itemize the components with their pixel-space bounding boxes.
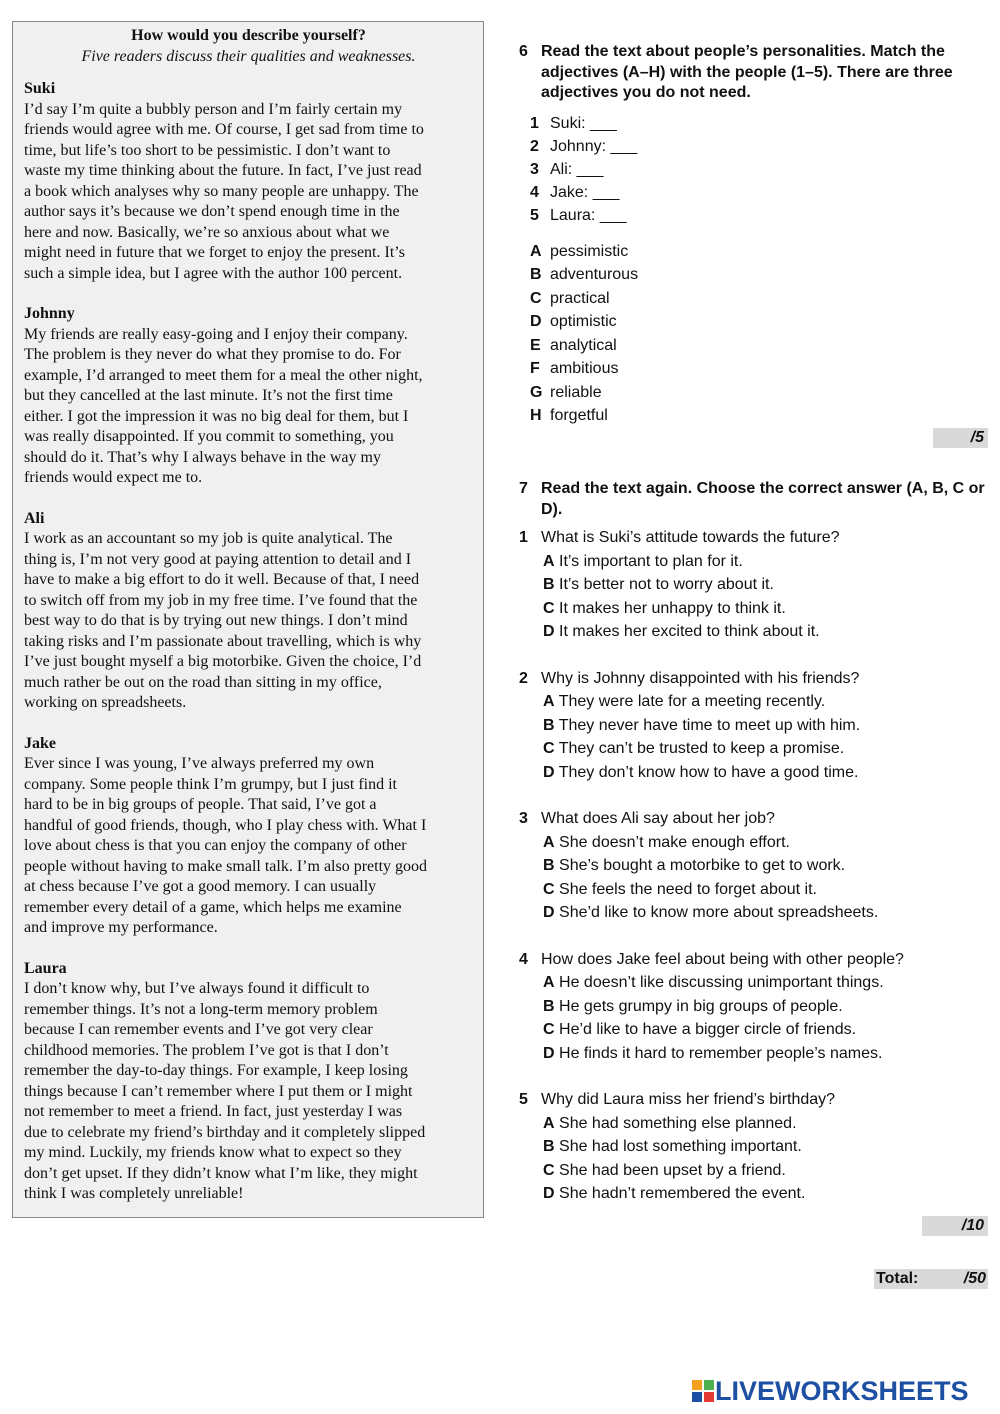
person-item <box>530 158 989 181</box>
answer-option[interactable] <box>543 901 989 925</box>
question-row <box>519 1088 989 1112</box>
option-text: She’d like to know more about spreadsheets. <box>559 904 879 921</box>
question-block <box>519 807 989 925</box>
exercise-6-score: /5 <box>933 428 988 448</box>
answer-option[interactable] <box>543 878 989 902</box>
option-letter: A <box>543 552 555 570</box>
answer-options <box>543 831 989 925</box>
answer-option[interactable] <box>543 995 989 1019</box>
question-text: How does Jake feel about being with other people? <box>541 950 904 968</box>
adjective-letter: C <box>530 289 542 307</box>
question-number: 4 <box>519 950 528 968</box>
option-text: He finds it hard to remember people’s names. <box>559 1044 883 1062</box>
option-letter: A <box>543 1114 555 1132</box>
reading-sections <box>24 79 473 1205</box>
adjective-letter: E <box>530 336 541 354</box>
option-text: She had lost something important. <box>559 1138 802 1155</box>
answer-option[interactable] <box>543 737 989 761</box>
adjective-letter: A <box>530 242 542 260</box>
question-text: What does Ali say about her job? <box>541 810 775 827</box>
answer-options <box>543 971 989 1065</box>
answer-option[interactable] <box>543 1042 989 1066</box>
reader-text-line: The problem is they never do what they promise to do. For <box>24 346 401 363</box>
answer-option[interactable] <box>543 831 989 855</box>
reader-text-line: might need in future that we forget to enjoy the present. It’s <box>24 244 405 261</box>
adjective-letter: B <box>530 266 542 284</box>
question-block <box>519 948 989 1066</box>
option-text: She had something else planned. <box>559 1114 797 1132</box>
reader-text-line: childhood memories. The problem I’ve got is that I don’t <box>24 1041 389 1059</box>
question-number: 5 <box>519 1091 528 1108</box>
question-number: 2 <box>519 669 528 687</box>
person-label[interactable]: Jake: ___ <box>550 184 620 202</box>
reader-text-line: have to make a big effort to do it well. Because of that, I need <box>24 571 420 588</box>
reader-text-line: taking risks and I’m passionate about travelling, which is why <box>24 632 422 650</box>
reader-text-line: remember things. It’s not a long-term memory problem <box>24 1000 378 1018</box>
adjective-text: analytical <box>550 336 617 354</box>
reader-text-line: waste my time thinking about the future. In fact, I’ve just read <box>24 162 422 179</box>
reader-text-line: time, but life’s too short to be pessimistic. I don’t want to <box>24 141 391 159</box>
question-number: 3 <box>519 810 528 827</box>
reader-text-line: such a simple idea, but I agree with the author 100 percent. <box>24 264 403 282</box>
reading-title: How would you describe yourself? <box>131 27 366 44</box>
question-block <box>519 526 989 644</box>
exercise-7 <box>519 479 989 1229</box>
person-number: 1 <box>530 114 539 132</box>
option-text: They don’t know how to have a good time. <box>558 763 859 781</box>
adjective-text: pessimistic <box>550 242 629 260</box>
adjective-item <box>530 263 989 287</box>
option-text: He doesn’t like discussing unimportant things. <box>559 974 884 991</box>
reader-text-line: should do it. That’s why I always behave in the way my <box>24 448 381 466</box>
question-row <box>519 667 989 691</box>
reader-text-line: Ever since I was young, I’ve always preferred my own <box>24 755 375 772</box>
question-row <box>519 807 989 831</box>
reader-name: Johnny <box>24 305 75 322</box>
option-letter: D <box>543 1044 555 1062</box>
option-letter: A <box>543 693 555 710</box>
answer-option[interactable] <box>543 597 989 621</box>
reader-text-line: was really disappointed. If you commit to something, you <box>24 428 394 445</box>
option-letter: B <box>543 997 555 1015</box>
option-text: They were late for a meeting recently. <box>558 693 826 710</box>
person-label[interactable]: Johnny: ___ <box>550 137 638 155</box>
reader-text-line: handful of good friends, though, who I play chess with. What I <box>24 816 427 834</box>
question-text: What is Suki’s attitude towards the future? <box>541 529 840 546</box>
reader-text-line: best way to do that is by trying out new things. I don’t mind <box>24 612 408 629</box>
question-number: 1 <box>519 529 528 546</box>
option-letter: A <box>543 833 555 851</box>
exercise-7-number: 7 <box>519 480 528 497</box>
reader-text-line: a book which analyses why so many people are unhappy. The <box>24 182 419 200</box>
total-score <box>874 1269 988 1289</box>
person-item <box>530 112 989 135</box>
reader-text-line: because I can remember events and I’ve got very clear <box>24 1021 373 1038</box>
person-label[interactable]: Suki: ___ <box>550 114 617 132</box>
reading-text-panel <box>12 21 484 1218</box>
adjective-text: optimistic <box>550 313 617 331</box>
option-letter: B <box>543 857 555 874</box>
option-text: She feels the need to forget about it. <box>559 880 817 898</box>
reader-text-line: company. Some people think I’m grumpy, but I just find it <box>24 775 397 793</box>
exercise-7-text: Read the text again. Choose the correct answer (A, B, C or D). <box>541 480 985 518</box>
answer-option[interactable] <box>543 1182 989 1206</box>
answer-option[interactable] <box>543 620 989 644</box>
answer-option[interactable] <box>543 971 989 995</box>
option-text: She hadn’t remembered the event. <box>559 1185 806 1202</box>
reader-text-line: author says it’s because we don’t spend enough time in the <box>24 203 400 220</box>
option-letter: D <box>543 904 555 921</box>
reader-text-line: friends would agree with me. Of course, I get sad from time to <box>24 121 424 138</box>
reader-text-line: things because I can’t remember where I put them or I might <box>24 1082 413 1100</box>
reader-text-line: working on spreadsheets. <box>24 694 187 711</box>
reader-text-line: but they cancelled at the last minute. It’s not the first time <box>24 387 393 404</box>
option-letter: C <box>543 1021 555 1038</box>
reader-text-line: either. I got the impression it was no big deal for them, but I <box>24 407 409 425</box>
adjective-text: forgetful <box>550 407 608 425</box>
reader-text-line: hard to be in big groups of people. That said, I’ve got a <box>24 796 377 813</box>
person-label[interactable]: Laura: ___ <box>550 207 627 225</box>
reader-text-line: much rather be out on the road than sitting in my office, <box>24 673 382 691</box>
person-item <box>530 204 989 227</box>
reader-text-line: not remember to meet a friend. In fact, just yesterday I was <box>24 1103 403 1120</box>
adjective-text: practical <box>550 289 610 307</box>
logo-text: LIVEWORKSHEETS <box>715 1375 969 1406</box>
adjective-item <box>530 334 989 358</box>
reader-text-line: I work as an accountant so my job is quite analytical. The <box>24 530 393 547</box>
answer-options <box>543 1112 989 1206</box>
option-text: It’s better not to worry about it. <box>559 576 774 593</box>
reader-name: Jake <box>24 734 56 752</box>
reading-subtitle: Five readers discuss their qualities and weaknesses. <box>81 47 416 65</box>
answer-option[interactable] <box>543 690 989 714</box>
reader-text-line: love about chess is that you can enjoy the company of other <box>24 837 407 854</box>
option-letter: C <box>543 880 555 898</box>
total-label: Total: <box>876 1270 919 1287</box>
answer-option[interactable] <box>543 1112 989 1136</box>
option-text: He gets grumpy in big groups of people. <box>559 997 843 1015</box>
person-number: 2 <box>530 137 539 155</box>
people-list <box>530 112 989 228</box>
reader-text-line: I don’t know why, but I’ve always found it difficult to <box>24 980 370 997</box>
question-block <box>519 1088 989 1206</box>
adjective-item <box>530 240 989 264</box>
option-letter: D <box>543 623 555 640</box>
reader-text-line: at chess because I’ve got a good memory. I can usually <box>24 878 377 895</box>
adjective-text: adventurous <box>550 266 639 284</box>
option-text: She’s bought a motorbike to get to work. <box>559 857 846 874</box>
reader-text-line: to switch off from my job in my free time. I’ve found that the <box>24 591 418 609</box>
exercise-6-text: Read the text about people’s personalities. Match the adjectives (A–H) with the people (1–5). There are three adjectives you do not need. <box>541 43 953 101</box>
option-text: They can’t be trusted to keep a promise. <box>558 740 845 757</box>
adjective-letter: H <box>530 407 542 425</box>
answer-option[interactable] <box>543 761 989 785</box>
reader-text-line: remember every detail of a game, which helps me examine <box>24 898 402 916</box>
adjective-item <box>530 287 989 311</box>
option-letter: C <box>543 599 555 617</box>
person-number: 4 <box>530 184 539 202</box>
reader-text-line: thing is, I’m not very good at paying attention to detail and I <box>24 550 412 568</box>
adjective-item <box>530 310 989 334</box>
option-letter: C <box>543 740 555 757</box>
adjective-text: ambitious <box>550 360 619 378</box>
answer-options <box>543 550 989 644</box>
adjective-item <box>530 381 989 405</box>
option-letter: B <box>543 716 555 734</box>
person-label[interactable]: Ali: ___ <box>550 160 604 178</box>
exercise-7-instruction <box>519 479 989 520</box>
person-item <box>530 135 989 158</box>
answer-option[interactable] <box>543 550 989 574</box>
exercise-7-score: /10 <box>922 1216 988 1236</box>
person-number: 3 <box>530 160 539 178</box>
person-item <box>530 181 989 204</box>
option-letter: C <box>543 1161 555 1179</box>
reader-text-line: due to celebrate my friend’s birthday and it completely slipped <box>24 1123 426 1141</box>
answer-option[interactable] <box>543 1018 989 1042</box>
reader-text-line: people without having to make small talk. I’m also pretty good <box>24 857 428 875</box>
reader-text-line: my mind. Luckily, my friends know what to expect so they <box>24 1144 402 1161</box>
reader-name: Ali <box>24 509 45 527</box>
reader-text-line: and improve my performance. <box>24 919 218 936</box>
exercise-6-number: 6 <box>519 43 528 60</box>
option-text: She had been upset by a friend. <box>559 1161 786 1179</box>
adjective-list <box>530 240 989 428</box>
question-list <box>519 526 989 1206</box>
adjective-item <box>530 404 989 428</box>
liveworksheets-logo <box>692 1376 969 1406</box>
question-text: Why did Laura miss her friend’s birthday? <box>541 1091 836 1108</box>
option-letter: A <box>543 974 555 991</box>
option-letter: B <box>543 1138 555 1155</box>
reader-name: Laura <box>24 959 67 977</box>
reader-name: Suki <box>24 80 56 97</box>
reader-text-line: remember the day-to-day things. For example, I keep losing <box>24 1062 408 1079</box>
question-block <box>519 667 989 785</box>
reader-text-line: friends would expect me to. <box>24 469 203 486</box>
option-text: It makes her unhappy to think it. <box>559 599 786 617</box>
person-number: 5 <box>530 207 539 225</box>
logo-grid-icon <box>692 1380 714 1402</box>
exercise-6-instruction <box>519 42 989 104</box>
option-letter: B <box>543 576 555 593</box>
answer-option[interactable] <box>543 854 989 878</box>
adjective-letter: F <box>530 360 540 378</box>
reader-text-line: My friends are really easy-going and I enjoy their company. <box>24 325 408 343</box>
adjective-letter: D <box>530 313 542 331</box>
adjective-letter: G <box>530 383 543 401</box>
question-row <box>519 948 989 972</box>
option-text: She doesn’t make enough effort. <box>559 833 790 851</box>
option-text: It makes her excited to think about it. <box>559 623 820 640</box>
option-letter: D <box>543 1185 555 1202</box>
total-value: /50 <box>963 1270 986 1287</box>
option-letter: D <box>543 763 555 781</box>
reader-text-line: example, I’d arranged to meet them for a meal the other night, <box>24 366 423 384</box>
option-text: It’s important to plan for it. <box>559 552 743 570</box>
reader-text-line: think I was completely unreliable! <box>24 1185 244 1202</box>
reader-text-line: don’t get upset. If they didn’t know what I’m like, they might <box>24 1164 418 1182</box>
answer-options <box>543 690 989 784</box>
reader-text-line: I’ve just bought myself a big motorbike. Given the choice, I’d <box>24 653 422 670</box>
option-text: He’d like to have a bigger circle of friends. <box>559 1021 857 1038</box>
reader-text-line: I’d say I’m quite a bubbly person and I’m fairly certain my <box>24 100 403 118</box>
exercises-column <box>519 42 989 428</box>
answer-option[interactable] <box>543 1135 989 1159</box>
adjective-text: reliable <box>550 383 602 401</box>
question-row <box>519 526 989 550</box>
answer-option[interactable] <box>543 714 989 738</box>
question-text: Why is Johnny disappointed with his friends? <box>541 669 860 687</box>
option-text: They never have time to meet up with him. <box>558 716 861 734</box>
adjective-item <box>530 357 989 381</box>
answer-option[interactable] <box>543 573 989 597</box>
reader-text-line: here and now. Basically, we’re so anxious about what we <box>24 223 390 241</box>
answer-option[interactable] <box>543 1159 989 1183</box>
